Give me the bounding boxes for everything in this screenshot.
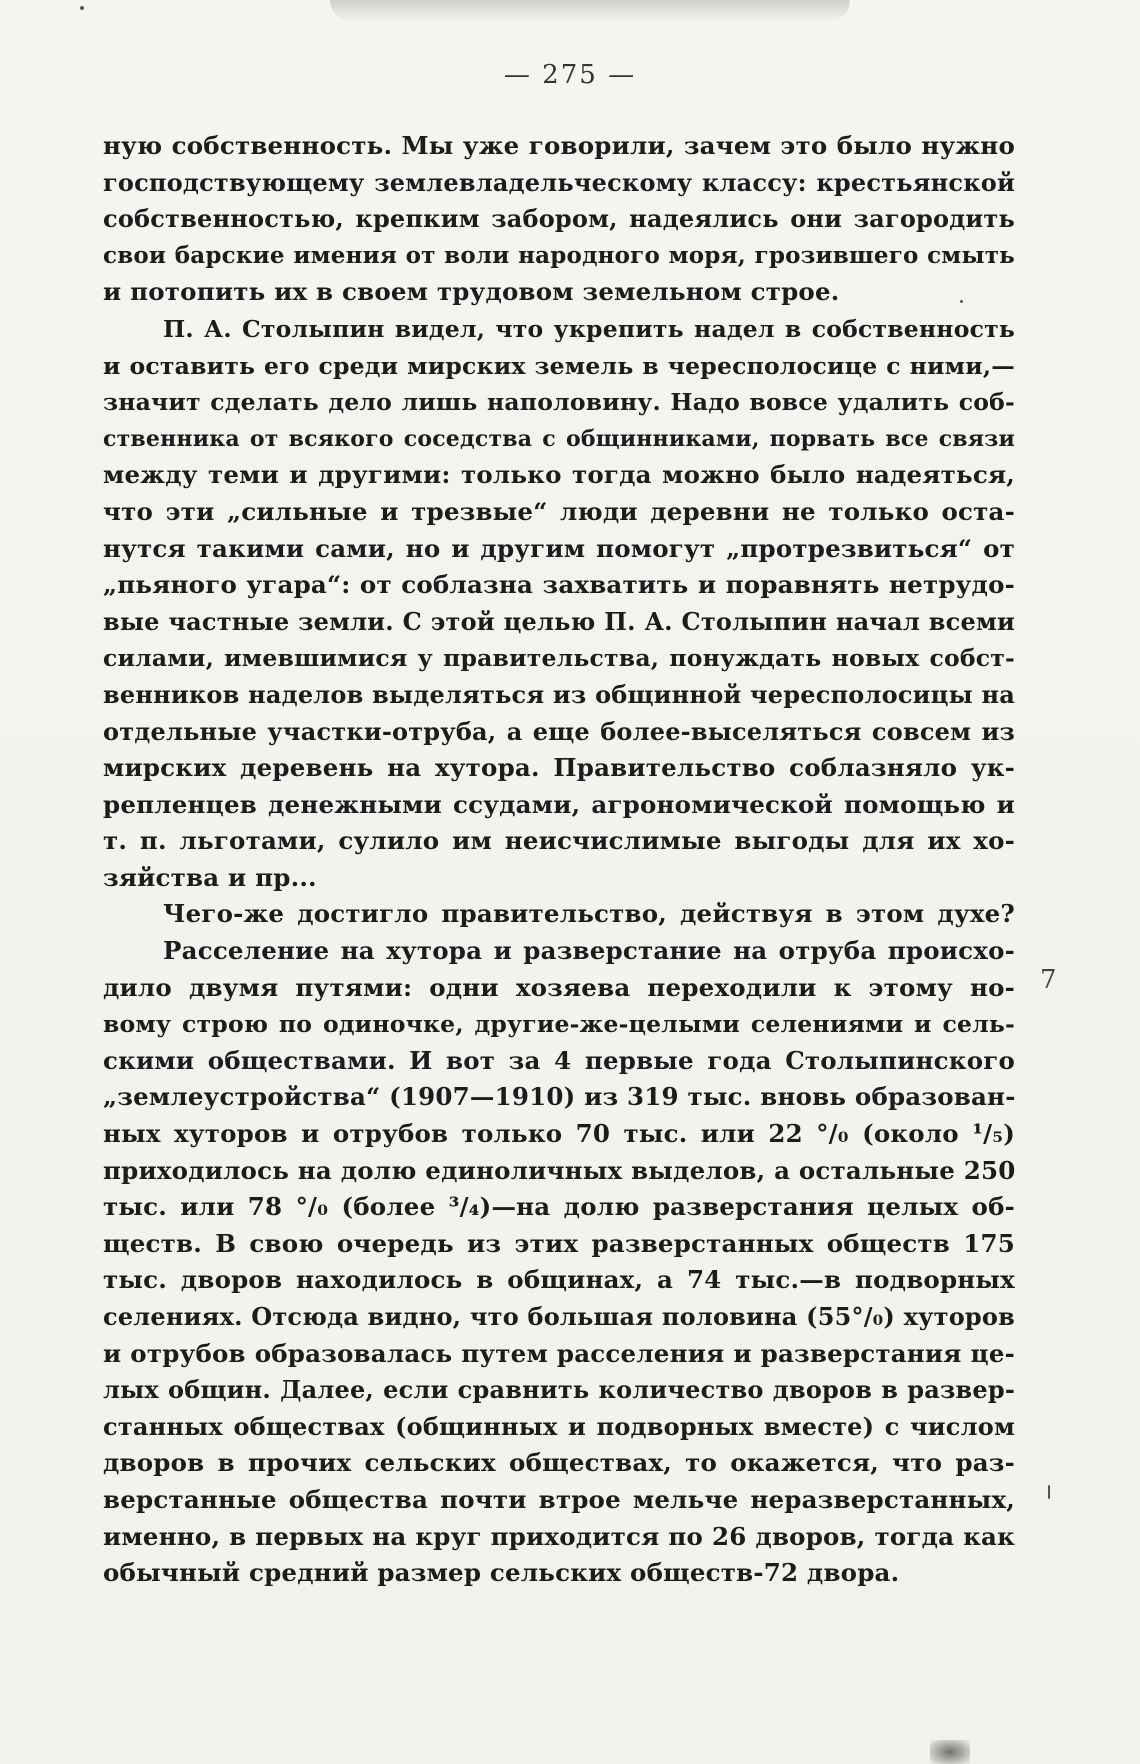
- text-line: селениях. Отсюда видно, что большая половина (55°/₀) хуторов: [103, 1302, 1015, 1331]
- text-line: тыс. дворов находилось в общинах, а 74 тыс.—в подворных: [103, 1265, 1015, 1295]
- text-line: Чего-же достигло правительство, действуя в этом духе?: [163, 899, 1015, 929]
- scan-smudge: [930, 1740, 970, 1764]
- text-line: Расселение на хутора и разверстание на отруба происхо-: [163, 936, 1015, 966]
- text-line: значит сделать дело лишь наполовину. Надо вовсе удалить соб-: [103, 388, 1015, 417]
- scan-speck: [80, 6, 84, 10]
- text-line: венников наделов выделяться из общинной чересполосицы на: [103, 679, 1015, 709]
- text-line: отдельные участки-отруба, а еще более-выселяться совсем из: [103, 716, 1015, 746]
- text-line: и отрубов образовалась путем расселения и разверстания це-: [103, 1338, 1015, 1368]
- text-line: вому строю по одиночке, другие-же-целыми селениями и сель-: [103, 1010, 1015, 1039]
- text-line: и потопить их в своем трудовом земельном строе.: [103, 277, 840, 307]
- text-line: „землеустройства“ (1907—1910) из 319 тыс. вновь образован-: [103, 1082, 1016, 1112]
- text-line: нутся такими сами, но и другим помогут „протрезвиться“ от: [103, 533, 1015, 563]
- text-line: зяйства и пр...: [103, 862, 317, 892]
- text-line: верстанные общества почти втрое мельче неразверстанных,: [103, 1484, 1015, 1514]
- scan-speck: [1048, 1485, 1050, 1499]
- text-line: именно, в первых на круг приходится по 26 дворов, тогда как: [103, 1521, 1015, 1551]
- margin-mark: 7: [1040, 965, 1057, 995]
- text-line: репленцев денежными ссудами, агрономической помощью и: [103, 789, 1015, 819]
- scan-speck: [960, 300, 963, 303]
- text-line: ную собственность. Мы уже говорили, зачем это было нужно: [103, 131, 1015, 160]
- text-line: что эти „сильные и трезвые“ люди деревни не только оста-: [103, 496, 1015, 526]
- text-line: дворов в прочих сельских обществах, то окажется, что раз-: [103, 1448, 1015, 1478]
- text-line: собственностью, крепким забором, надеялись они загородить: [103, 204, 1015, 234]
- scan-shadow: [330, 0, 850, 22]
- text-line: обычный средний размер сельских обществ-72 двора.: [103, 1558, 900, 1588]
- text-line: между теми и другими: только тогда можно было надеяться,: [103, 460, 1015, 490]
- text-line: господствующему землевладельческому классу: крестьянской: [103, 167, 1015, 197]
- text-line: приходилось на долю единоличных выделов, а остальные 250: [103, 1155, 1016, 1185]
- text-line: силами, имевшимися у правительства, понуждать новых собст-: [103, 644, 1015, 673]
- text-line: ществ. В свою очередь из этих разверстанных обществ 175: [103, 1228, 1015, 1258]
- text-line: т. п. льготами, сулило им неисчислимые выгоды для их хо-: [103, 826, 1015, 856]
- page-number: — 275 —: [503, 60, 637, 90]
- text-line: дило двумя путями: одни хозяева переходили к этому но-: [103, 972, 1015, 1002]
- text-line: станных обществах (общинных и подворных вместе) с числом: [103, 1411, 1015, 1441]
- text-line: лых общин. Далее, если сравнить количество дворов в развер-: [103, 1375, 1015, 1405]
- text-line: свои барские имения от воли народного моря, грозившего смыть: [103, 241, 1015, 269]
- text-line: мирских деревень на хутора. Правительство соблазняло ук-: [103, 753, 1015, 783]
- text-line: „пьяного угара“: от соблазна захватить и поравнять нетрудо-: [103, 570, 1015, 600]
- text-line: и оставить его среди мирских земель в чересполосице с ними,—: [103, 351, 1015, 380]
- text-line: тыс. или 78 °/₀ (более ³/₄)—на долю разверстания целых об-: [103, 1192, 1015, 1222]
- text-line: ных хуторов и отрубов только 70 тыс. или 22 °/₀ (около ¹/₅): [103, 1119, 1015, 1149]
- text-line: П. А. Столыпин видел, что укрепить надел в собственность: [163, 314, 1015, 343]
- text-line: вые частные земли. С этой целью П. А. Столыпин начал всеми: [103, 606, 1015, 636]
- text-line: скими обществами. И вот за 4 первые года Столыпинского: [103, 1045, 1015, 1075]
- text-line: ственника от всякого соседства с общинниками, порвать все связи: [103, 425, 1015, 452]
- body-text: [103, 128, 1015, 1592]
